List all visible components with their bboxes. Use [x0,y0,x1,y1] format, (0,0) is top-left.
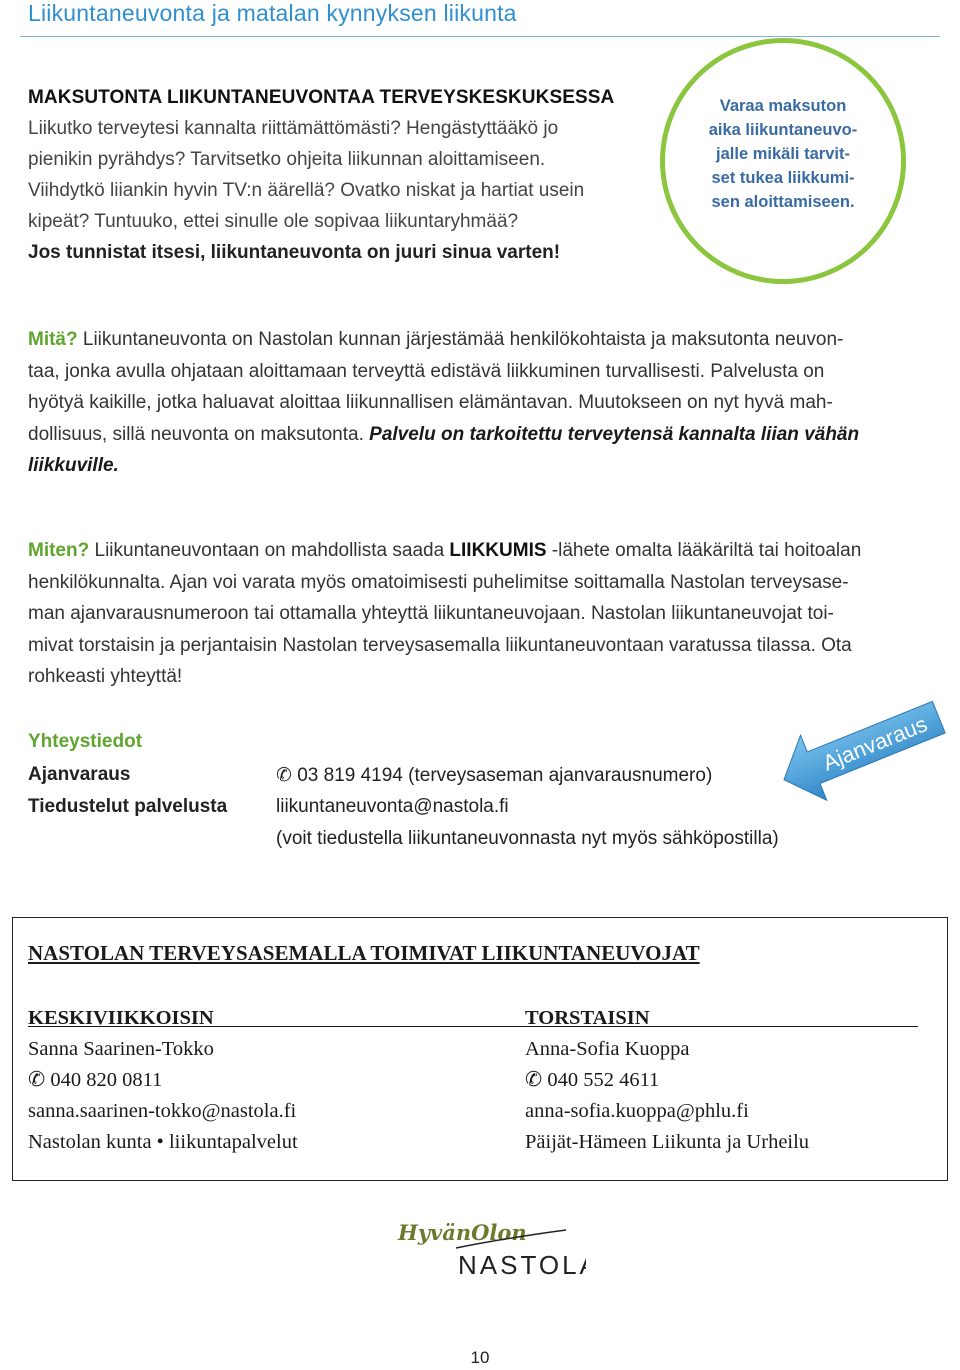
intro-heading: MAKSUTONTA LIIKUNTANEUVONTAA TERVEYSKESKUKSESSA [28,87,615,108]
inquiry-label: Tiedustelut palvelusta [28,796,228,817]
how-lead: Miten? [28,540,90,561]
advisor-email[interactable]: sanna.saarinen-tokko@nastola.fi [28,1100,297,1122]
what-text: taa, jonka avulla ohjataan aloittamaan terveyttä edistävä liikkuminen turvallisesti. Palvelusta on [28,360,825,382]
logo-script: HyvänOlon [398,1220,527,1245]
arrow-icon [770,694,950,804]
title-divider [20,36,940,37]
nastola-logo [396,1208,586,1288]
how-text: mivat torstaisin ja perjantaisin Nastolan terveysasemalla liikuntaneuvontaan varatussa tilassa. Ota [28,634,852,656]
booking-arrow [770,694,950,804]
logo-icon [396,1208,586,1288]
advisor-name: Anna-Sofia Kuoppa [525,1038,690,1060]
arrow-label: Ajanvaraus [819,711,931,776]
phone-icon: ✆ [525,1069,543,1091]
how-text: -lähete omalta lääkäriltä tai hoitoalan [546,540,862,561]
intro-section [28,82,668,268]
circle-text [683,94,883,214]
circle-line: aika liikuntaneuvo- [708,121,858,139]
booking-value [276,764,712,787]
what-lead: Mitä? [28,329,78,350]
logo-word: NASTOLA [458,1250,586,1280]
advisors-title: NASTOLAN TERVEYSASEMALLA TOIMIVAT LIIKUNTANEUVOJAT [28,941,700,965]
intro-line: Viihdytkö liiankin hyvin TV:n äärellä? Ovatko niskat ja hartiat usein [28,180,585,201]
contacts-heading: Yhteystiedot [28,731,143,752]
what-emphasis: liikkuville. [28,455,119,476]
what-text: Liikuntaneuvonta on Nastolan kunnan järjestämää henkilökohtaista ja maksutonta neuvon- [77,329,844,350]
how-paragraph [28,535,940,693]
what-text: hyötyä kaikille, jotka haluavat aloittaa liikunnallisen elämäntavan. Muutokseen on nyt hyvä mah- [28,392,833,413]
how-text: henkilökunnalta. Ajan voi varata myös omatoimisesti puhelimitse soittamalla Nastolan terveysase- [28,571,849,593]
advisor-email[interactable]: anna-sofia.kuoppa@phlu.fi [525,1100,749,1122]
intro-line: kipeät? Tuntuuko, ettei sinulle ole sopivaa liikuntaryhmää? [28,211,519,232]
advisor-right [525,1003,945,1158]
inquiry-email-note: (voit tiedustella liikuntaneuvonnasta nyt myös sähköpostilla) [276,828,779,849]
page-title: Liikuntaneuvonta ja matalan kynnyksen liikunta [28,0,517,26]
intro-call-to-action: Jos tunnistat itsesi, liikuntaneuvonta on juuri sinua varten! [28,242,561,263]
advisor-day: KESKIVIIKKOISIN [28,1007,214,1029]
booking-phone[interactable]: 03 819 4194 (terveysaseman ajanvarausnumero) [297,765,713,786]
phone-icon: ✆ [28,1069,46,1091]
referral-name: LIIKKUMIS [449,540,547,561]
advisor-phone[interactable]: 040 552 4611 [547,1069,660,1091]
circle-line: Varaa maksuton [719,97,847,115]
bullet-icon: • [156,1131,164,1153]
advisor-org: Nastolan kunta [28,1131,152,1153]
inquiry-email[interactable]: liikuntaneuvonta@nastola.fi [276,796,509,817]
circle-line: set tukea liikkumi- [711,169,855,187]
circle-line: sen aloittamiseen. [711,193,855,211]
what-text: dollisuus, sillä neuvonta on maksutonta. [28,423,370,445]
advisor-left [28,1003,448,1158]
page-number: 10 [470,1348,490,1367]
advisor-org: Päijät-Hämeen Liikunta ja Urheilu [525,1131,810,1153]
intro-line: pienikin pyrähdys? Tarvitsetko ohjeita liikunnan aloittamiseen. [28,149,546,170]
advisor-org-unit: liikuntapalvelut [168,1131,298,1153]
advisor-phone[interactable]: 040 820 0811 [50,1069,163,1091]
phone-icon: ✆ [276,765,292,786]
what-emphasis: Palvelu on tarkoitettu terveytensä kannalta liian vähän [369,423,860,445]
what-paragraph [28,324,940,482]
advisor-name: Sanna Saarinen-Tokko [28,1038,214,1060]
advisor-day: TORSTAISIN [525,1007,650,1029]
intro-line: Liikutko terveytesi kannalta riittämättömästi? Hengästyttääkö jo [28,118,559,139]
circle-line: jalle mikäli tarvit- [716,145,850,163]
how-text: rohkeasti yhteyttä! [28,666,183,687]
how-text: Liikuntaneuvontaan on mahdollista saada [89,540,450,561]
booking-circle [660,38,906,284]
how-text: man ajanvarausnumeroon tai ottamalla yhteyttä liikuntaneuvojaan. Nastolan liikuntaneuvojat toi- [28,603,834,624]
booking-label: Ajanvaraus [28,764,131,785]
